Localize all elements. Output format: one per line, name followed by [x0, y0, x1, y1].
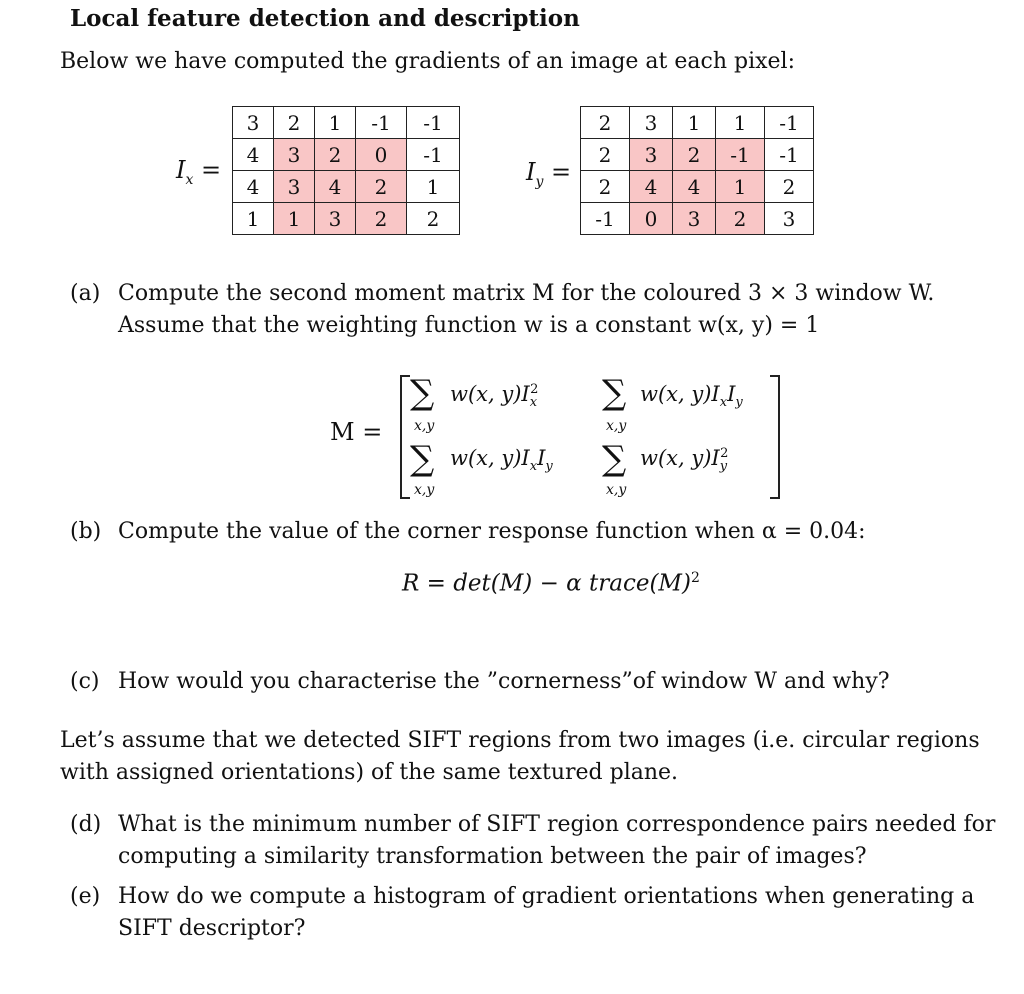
matrix-row	[233, 171, 460, 203]
m-left-bracket	[400, 375, 410, 499]
m11-sum-sub: x,y	[414, 418, 435, 434]
matrix-cell: 4	[630, 171, 673, 203]
ix-label: $I_x$ =	[176, 156, 222, 188]
matrix-cell: 2	[581, 107, 630, 139]
intro-text: Below we have computed the gradients of an image at each pixel:	[60, 49, 795, 74]
matrix-cell: 1	[315, 107, 356, 139]
sift-intro-line2: with assigned orientations) of the same textured plane.	[60, 760, 679, 785]
matrix-cell: 4	[233, 171, 274, 203]
m21-sum-symbol: ∑	[410, 439, 435, 479]
matrix-cell: 2	[407, 203, 460, 235]
question-d-line2: computing a similarity transformation between the pair of images?	[118, 844, 867, 869]
matrix-row	[581, 171, 814, 203]
m22-term: w(x, $y)I_y^2$	[640, 446, 729, 475]
matrix-cell: 1	[716, 107, 765, 139]
r-formula: R = det(M) − α $trace(M)^2$	[402, 570, 700, 597]
question-b-text: Compute the value of the corner response function when α = 0.04:	[118, 519, 866, 544]
matrix-cell: 3	[673, 203, 716, 235]
m22-sum-sub: x,y	[606, 482, 627, 498]
question-a-line1: Compute the second moment matrix M for the coloured 3 × 3 window W.	[118, 281, 935, 306]
matrix-cell: 1	[233, 203, 274, 235]
matrix-cell: 3	[274, 171, 315, 203]
matrix-cell: 3	[315, 203, 356, 235]
question-e-line2: SIFT descriptor?	[118, 916, 306, 941]
matrix-cell: 1	[716, 171, 765, 203]
matrix-cell: 0	[356, 139, 407, 171]
matrix-cell: 3	[630, 107, 673, 139]
matrix-row	[233, 203, 460, 235]
iy-label: $I_y$ =	[526, 158, 572, 190]
matrix-cell: 3	[765, 203, 814, 235]
matrix-cell: -1	[407, 107, 460, 139]
matrix-cell: 4	[315, 171, 356, 203]
matrix-cell: 2	[274, 107, 315, 139]
matrix-row	[581, 139, 814, 171]
m21-term: w(x, $y)I_xI_y$	[450, 446, 553, 475]
sift-intro-line1: Let’s assume that we detected SIFT regions from two images (i.e. circular regions	[60, 728, 980, 753]
matrix-cell: 2	[356, 171, 407, 203]
matrix-cell: 4	[233, 139, 274, 171]
matrix-row	[581, 107, 814, 139]
matrix-cell: 3	[630, 139, 673, 171]
question-e-line1: How do we compute a histogram of gradient orientations when generating a	[118, 884, 975, 909]
m12-sum-symbol: ∑	[602, 373, 627, 413]
matrix-cell: 2	[765, 171, 814, 203]
question-c-text: How would you characterise the ”cornerness”of window W and why?	[118, 669, 890, 694]
matrix-cell: 1	[407, 171, 460, 203]
question-c-label: (c)	[70, 669, 100, 694]
m21-sum-sub: x,y	[414, 482, 435, 498]
question-d-label: (d)	[70, 812, 102, 837]
m11-sum-symbol: ∑	[410, 373, 435, 413]
matrix-cell: 2	[673, 139, 716, 171]
iy-matrix	[580, 106, 814, 235]
matrix-cell: 2	[581, 139, 630, 171]
matrix-cell: 2	[315, 139, 356, 171]
matrix-cell: -1	[581, 203, 630, 235]
matrix-row	[581, 203, 814, 235]
matrix-row	[233, 107, 460, 139]
matrix-cell: 1	[673, 107, 716, 139]
matrix-cell: -1	[765, 107, 814, 139]
question-b-label: (b)	[70, 519, 102, 544]
question-e-label: (e)	[70, 884, 101, 909]
matrix-cell: 3	[274, 139, 315, 171]
matrix-cell: 2	[356, 203, 407, 235]
matrix-cell: -1	[765, 139, 814, 171]
m22-sum-symbol: ∑	[602, 439, 627, 479]
matrix-cell: 3	[233, 107, 274, 139]
matrix-cell: 1	[274, 203, 315, 235]
m-label: M =	[330, 418, 383, 446]
ix-matrix	[232, 106, 460, 235]
matrix-cell: 2	[581, 171, 630, 203]
matrix-cell: -1	[407, 139, 460, 171]
matrix-cell: 0	[630, 203, 673, 235]
matrix-cell: 2	[716, 203, 765, 235]
matrix-row	[233, 139, 460, 171]
matrix-cell: -1	[356, 107, 407, 139]
m12-sum-sub: x,y	[606, 418, 627, 434]
m12-term: w(x, $y)I_xI_y$	[640, 382, 743, 411]
question-d-line1: What is the minimum number of SIFT region correspondence pairs needed for	[118, 812, 996, 837]
question-a-line2: Assume that the weighting function w is a constant w(x, y) = 1	[118, 313, 820, 338]
matrix-cell: 4	[673, 171, 716, 203]
m-right-bracket	[770, 375, 780, 499]
m11-term: w(x, $y)I_x^2$	[450, 382, 539, 411]
matrix-cell: -1	[716, 139, 765, 171]
question-a-label: (a)	[70, 281, 101, 306]
section-title: Local feature detection and description	[70, 5, 580, 32]
